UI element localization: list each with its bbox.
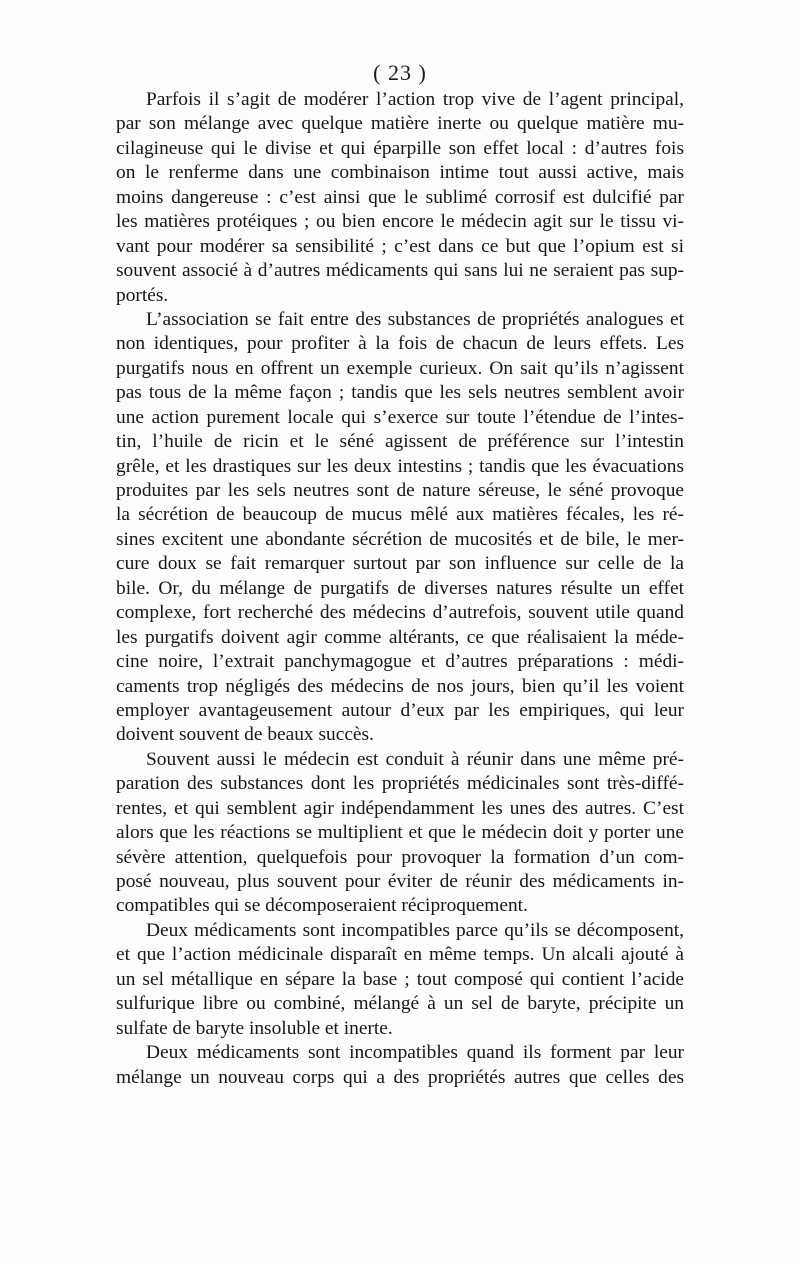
text-line: et que l’action médicinale disparaît en même temps. Un alcali ajouté à — [116, 944, 684, 966]
text-line: sines excitent une abondante sécrétion de mucosités et de bile, le mer- — [116, 528, 684, 550]
body-text — [116, 88, 684, 1090]
text-line: vant pour modérer sa sensibilité ; c’est dans ce but que l’opium est si — [116, 235, 684, 257]
text-line: caments trop négligés des médecins de nos jours, bien qu’il les voient — [116, 675, 684, 697]
text-line: rentes, et qui semblent agir indépendamment les unes des autres. C’est — [116, 797, 684, 819]
text-line: un sel métallique en sépare la base ; tout composé qui contient l’acide — [116, 968, 684, 990]
page-number: ( 23 ) — [373, 60, 427, 85]
text-line: par son mélange avec quelque matière inerte ou quelque matière mu- — [116, 113, 684, 135]
text-line: L’association se fait entre des substances de propriétés analogues et — [146, 308, 684, 330]
text-line: les purgatifs doivent agir comme altérants, ce que réalisaient la méde- — [116, 626, 684, 648]
text-line: sévère attention, quelquefois pour provoquer la formation d’un com- — [116, 846, 684, 868]
text-line: Souvent aussi le médecin est conduit à réunir dans une même pré- — [146, 748, 684, 770]
text-line: cilagineuse qui le divise et qui éparpille son effet local : d’autres fois — [116, 137, 684, 159]
text-line: sulfurique libre ou combiné, mélangé à un sel de baryte, précipite un — [116, 993, 684, 1015]
text-line: les matières protéiques ; ou bien encore le médecin agit sur le tissu vi- — [116, 211, 684, 233]
text-line: mélange un nouveau corps qui a des propriétés autres que celles des — [116, 1066, 684, 1088]
text-line: employer avantageusement autour d’eux par les empiriques, qui leur — [116, 699, 684, 721]
text-line: posé nouveau, plus souvent pour éviter de réunir des médicaments in- — [116, 871, 684, 892]
text-line: moins dangereuse : c’est ainsi que le sublimé corrosif est dulcifié par — [116, 186, 684, 208]
text-line: la sécrétion de beaucoup de mucus mêlé aux matières fécales, les ré- — [116, 504, 684, 526]
text-line: Parfois il s’agit de modérer l’action trop vive de l’agent principal, — [146, 89, 684, 110]
text-line: alors que les réactions se multiplient et que le médecin doit y porter une — [116, 822, 684, 844]
text-line: Deux médicaments sont incompatibles quand ils forment par leur — [146, 1042, 684, 1064]
text-line: bile. Or, du mélange de purgatifs de diverses natures résulte un effet — [116, 577, 684, 599]
text-line: sulfate de baryte insoluble et inerte. — [116, 1017, 393, 1039]
text-line: doivent souvent de beaux succès. — [116, 724, 374, 746]
text-line: une action purement locale qui s’exerce sur toute l’étendue de l’intes- — [116, 406, 684, 428]
text-line: produites par les sels neutres sont de nature séreuse, le séné provoque — [116, 480, 684, 501]
text-line: paration des substances dont les propriétés médicinales sont très-diffé- — [116, 773, 684, 795]
text-line: on le renferme dans une combinaison intime tout aussi active, mais — [116, 162, 684, 184]
text-line: grêle, et les drastiques sur les deux intestins ; tandis que les évacuations — [116, 455, 684, 477]
text-line: portés. — [116, 284, 169, 306]
text-line: Deux médicaments sont incompatibles parce qu’ils se décomposent, — [146, 919, 684, 941]
text-line: cine noire, l’extrait panchymagogue et d’autres préparations : médi- — [116, 651, 684, 673]
text-line: complexe, fort recherché des médecins d’autrefois, souvent utile quand — [116, 602, 684, 624]
text-line: purgatifs nous en offrent un exemple curieux. On sait qu’ils n’agissent — [116, 357, 684, 379]
text-line: tin, l’huile de ricin et le séné agissent de préférence sur l’intestin — [116, 431, 684, 453]
text-line: compatibles qui se décomposeraient réciproquement. — [116, 895, 528, 917]
text-line: non identiques, pour profiter à la fois de chacun de leurs effets. Les — [116, 333, 684, 355]
text-line: cure doux se fait remarquer surtout par son influence sur celle de la — [116, 553, 684, 575]
text-line: pas tous de la même façon ; tandis que les sels neutres semblent avoir — [116, 382, 684, 404]
text-line: souvent associé à d’autres médicaments qui sans lui ne seraient pas sup- — [116, 260, 684, 282]
